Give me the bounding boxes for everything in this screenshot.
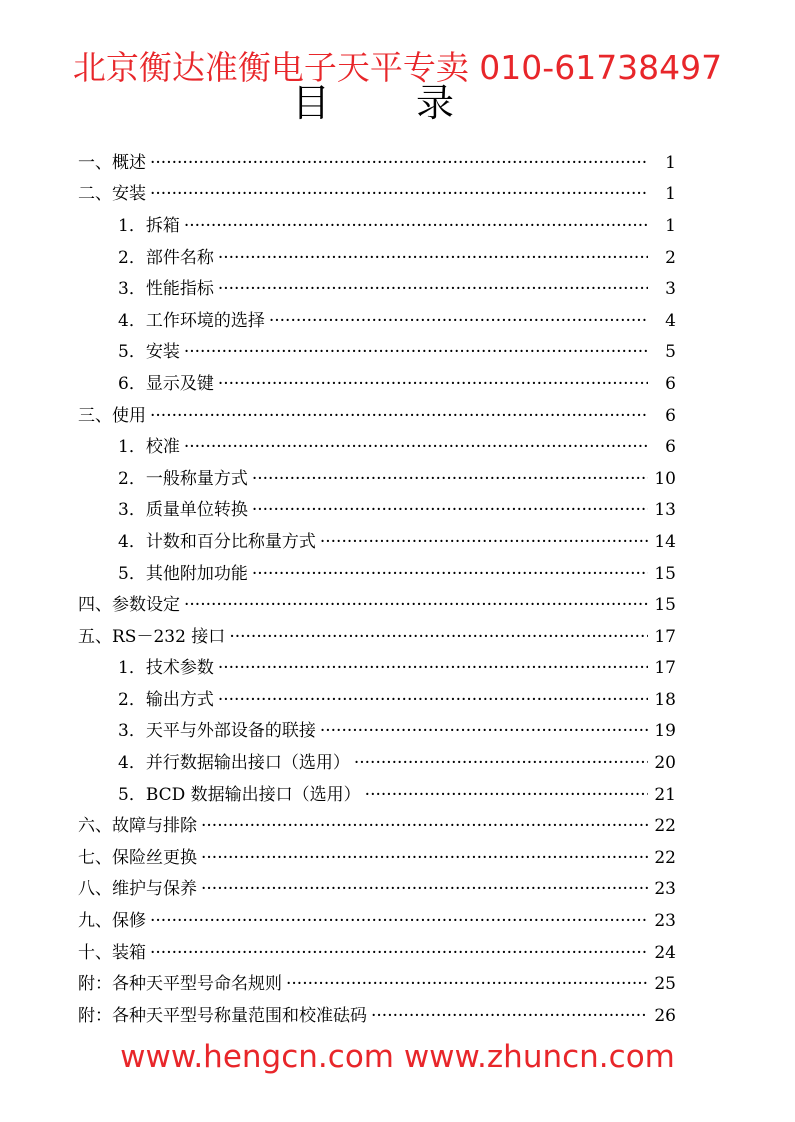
toc-entry-page: 15 [654, 563, 676, 584]
toc-entry-label: 2．部件名称 [118, 247, 214, 268]
toc-entry-label: 5．安装 [118, 342, 180, 363]
toc-leader-dots [218, 658, 648, 678]
toc-entry-page: 17 [654, 626, 676, 647]
toc-entry [78, 400, 676, 432]
toc-leader-dots [184, 216, 648, 236]
toc-leader-dots [150, 153, 648, 173]
toc-leader-dots [320, 532, 648, 552]
toc-leader-dots [150, 943, 648, 963]
toc-leader-dots [365, 785, 648, 805]
toc-entry-page: 23 [654, 879, 676, 900]
toc-entry-label: 一、概述 [78, 152, 146, 173]
toc-entry-page: 18 [654, 689, 676, 710]
toc-entry-label: 五、RS－232 接口 [78, 626, 226, 647]
toc-leader-dots [150, 184, 648, 204]
toc-entry-page: 26 [654, 1005, 676, 1026]
toc-entry-page: 5 [665, 342, 676, 363]
toc-entry [78, 463, 676, 495]
footer-banner: www.hengcn.com www.zhuncn.com [120, 1039, 675, 1075]
toc-leader-dots [320, 721, 648, 741]
toc-entry [78, 558, 676, 590]
toc-entry-label: 附：各种天平型号命名规则 [78, 974, 282, 995]
toc-entry-page: 2 [665, 247, 676, 268]
toc-entry [78, 242, 676, 274]
toc-leader-dots [252, 469, 648, 489]
toc-entry-label: 七、保险丝更换 [78, 847, 197, 868]
toc-entry-label: 3．质量单位转换 [118, 500, 248, 521]
toc-entry-page: 22 [654, 847, 676, 868]
toc-leader-dots [252, 564, 648, 584]
toc-entry-page: 15 [654, 595, 676, 616]
toc-entry-label: 1．技术参数 [118, 658, 214, 679]
toc-entry [78, 589, 676, 621]
toc-entry-page: 3 [665, 279, 676, 300]
toc-entry-page: 17 [654, 658, 676, 679]
toc-entry [78, 937, 676, 969]
toc-entry [78, 368, 676, 400]
toc-entry-page: 13 [654, 500, 676, 521]
toc-entry-label: 3．性能指标 [118, 279, 214, 300]
toc-entry-page: 22 [654, 816, 676, 837]
title-char-1: 目 [292, 81, 331, 125]
toc-entry-label: 5．BCD 数据输出接口（选用） [118, 784, 361, 805]
toc-leader-dots [229, 627, 648, 647]
toc-entry [78, 147, 676, 179]
toc-entry [78, 874, 676, 906]
toc-entry-label: 2．一般称量方式 [118, 468, 248, 489]
toc-leader-dots [269, 311, 648, 331]
toc-leader-dots [286, 974, 648, 994]
toc-entry [78, 179, 676, 211]
toc-entry-label: 三、使用 [78, 405, 146, 426]
toc-entry-label: 4．并行数据输出接口（选用） [118, 753, 350, 774]
toc-entry [78, 431, 676, 463]
toc-entry-page: 1 [665, 152, 676, 173]
toc-leader-dots [184, 437, 648, 457]
toc-entry-label: 九、保修 [78, 911, 146, 932]
table-of-contents [78, 147, 676, 1032]
toc-entry [78, 810, 676, 842]
toc-entry-label: 八、维护与保养 [78, 879, 197, 900]
toc-entry [78, 779, 676, 811]
toc-leader-dots [184, 595, 648, 615]
toc-leader-dots [218, 374, 648, 394]
toc-leader-dots [201, 879, 648, 899]
toc-entry-page: 1 [665, 215, 676, 236]
toc-leader-dots [184, 342, 648, 362]
toc-entry [78, 905, 676, 937]
toc-entry [78, 621, 676, 653]
toc-entry-label: 4．工作环境的选择 [118, 310, 265, 331]
toc-leader-dots [218, 279, 648, 299]
toc-leader-dots [371, 1006, 648, 1026]
toc-entry-page: 20 [654, 753, 676, 774]
toc-entry-page: 10 [654, 468, 676, 489]
toc-entry [78, 842, 676, 874]
toc-entry [78, 337, 676, 369]
toc-entry [78, 1000, 676, 1032]
toc-entry-page: 4 [665, 310, 676, 331]
toc-entry [78, 305, 676, 337]
toc-entry-label: 六、故障与排除 [78, 816, 197, 837]
toc-entry-label: 四、参数设定 [78, 595, 180, 616]
toc-entry-label: 5．其他附加功能 [118, 563, 248, 584]
toc-leader-dots [201, 816, 648, 836]
toc-entry-page: 14 [654, 531, 676, 552]
title-char-2: 录 [416, 81, 455, 125]
toc-entry-page: 24 [654, 942, 676, 963]
toc-entry-label: 3．天平与外部设备的联接 [118, 721, 316, 742]
toc-entry-label: 二、安装 [78, 184, 146, 205]
toc-entry-page: 25 [654, 974, 676, 995]
toc-leader-dots [150, 911, 648, 931]
toc-entry [78, 210, 676, 242]
toc-entry-label: 附：各种天平型号称量范围和校准砝码 [78, 1005, 367, 1026]
toc-entry [78, 747, 676, 779]
toc-leader-dots [252, 500, 648, 520]
toc-entry-label: 十、装箱 [78, 942, 146, 963]
toc-entry-page: 21 [654, 784, 676, 805]
toc-entry-page: 19 [654, 721, 676, 742]
toc-entry-page: 23 [654, 911, 676, 932]
toc-entry [78, 526, 676, 558]
toc-entry-label: 1．拆箱 [118, 215, 180, 236]
header-banner: 北京衡达准衡电子天平专卖 010-61738497 [72, 48, 723, 87]
toc-leader-dots [354, 753, 648, 773]
toc-leader-dots [218, 248, 648, 268]
toc-entry [78, 684, 676, 716]
toc-leader-dots [218, 690, 648, 710]
toc-entry [78, 273, 676, 305]
toc-entry-page: 6 [665, 405, 676, 426]
page-title [0, 80, 795, 126]
toc-entry-label: 6．显示及键 [118, 373, 214, 394]
toc-entry [78, 495, 676, 527]
toc-entry-label: 2．输出方式 [118, 689, 214, 710]
toc-entry [78, 968, 676, 1000]
toc-entry-page: 6 [665, 373, 676, 394]
toc-entry [78, 653, 676, 685]
toc-leader-dots [201, 848, 648, 868]
toc-entry [78, 716, 676, 748]
toc-entry-page: 1 [665, 184, 676, 205]
toc-leader-dots [150, 406, 648, 426]
toc-entry-label: 1．校准 [118, 437, 180, 458]
toc-entry-label: 4．计数和百分比称量方式 [118, 531, 316, 552]
toc-entry-page: 6 [665, 437, 676, 458]
